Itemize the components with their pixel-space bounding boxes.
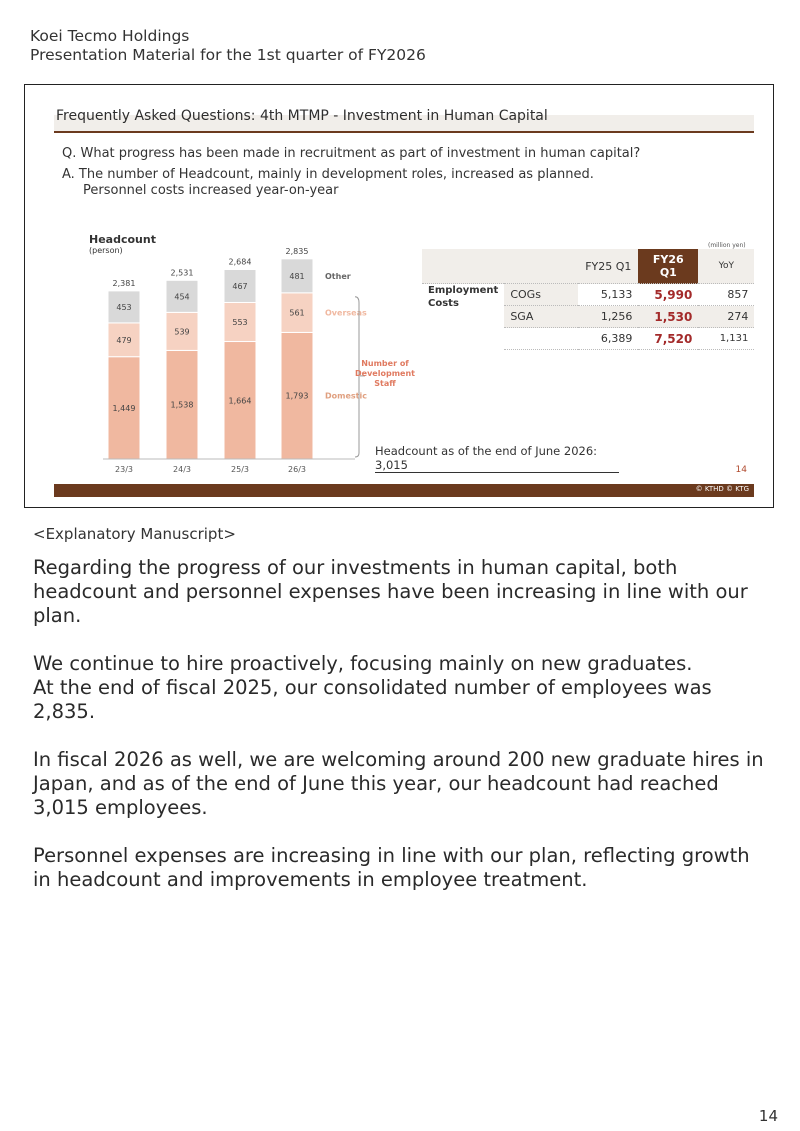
cell-fy26: 1,530 [638,306,698,328]
chart-title: Headcount [89,233,156,246]
bracket-label: Number of [361,358,409,368]
bar-value-label: 1,793 [285,391,309,401]
slide-frame [24,84,774,508]
cell-fy26: 5,990 [638,284,698,306]
series-label-overseas: Overseas [325,308,367,318]
series-label-domestic: Domestic [325,391,367,401]
bar-value-label: 454 [174,292,190,302]
x-tick-label: 23/3 [115,465,133,474]
bar-value-label: 481 [289,271,305,281]
cell-yoy: 1,131 [698,328,754,350]
group-label: Employment Costs [428,285,499,309]
row-label: SGA [504,306,578,328]
x-tick-label: 24/3 [173,465,191,474]
manuscript-heading: <Explanatory Manuscript> [33,525,236,543]
bar-value-label: 553 [232,318,248,328]
answer-text-2: Personnel costs increased year-on-year [83,183,339,198]
col-fy25: FY25 Q1 [578,249,638,284]
table-unit: (million yen) [708,242,746,249]
manuscript-paragraph: In fiscal 2026 as well, we are welcoming around 200 new graduate hires in Japan, and as of the end of June this year, our headcount had reached 3,015 employees. [33,748,764,819]
bracket-label: Development [355,368,415,378]
x-tick-label: 26/3 [288,465,306,474]
bar-value-label: 467 [232,281,248,291]
employment-costs-table [422,249,754,350]
document-header [30,27,426,65]
cell-yoy: 274 [698,306,754,328]
total-label: 2,531 [170,268,194,278]
col-fy26: FY26 Q1 [638,249,698,284]
bar-value-label: 453 [116,302,132,312]
x-tick-label: 25/3 [231,465,249,474]
series-label-other: Other [325,271,351,281]
slide-number: 14 [735,465,747,475]
total-label: 2,684 [228,257,252,267]
bar-value-label: 1,664 [228,396,252,406]
cell-fy26: 7,520 [638,328,698,350]
document-subtitle: Presentation Material for the 1st quarter of FY2026 [30,46,426,64]
col-yoy: YoY [698,249,754,284]
row-label [504,328,578,350]
total-label: 2,835 [285,246,309,256]
bar-value-label: 561 [289,308,305,318]
total-label: 2,381 [112,278,136,288]
table-row [422,328,754,350]
manuscript-paragraph: Regarding the progress of our investments in human capital, both headcount and personnel expenses have been increasing in line with our plan. [33,556,748,627]
page-number: 14 [758,1107,778,1125]
bar-value-label: 1,449 [112,403,136,413]
question-text: Q. What progress has been made in recruitment as part of investment in human capital? [62,146,641,161]
chart-subtitle: (person) [89,246,123,255]
cell-fy25: 1,256 [578,306,638,328]
footer-bar [54,484,754,497]
table-row [422,284,754,306]
cell-fy25: 6,389 [578,328,638,350]
headcount-note: Headcount as of the end of June 2026: 3,015 [375,444,619,473]
manuscript-paragraph: We continue to hire proactively, focusing mainly on new graduates. At the end of fiscal 2025, our consolidated number of employees was 2,835. [33,652,712,723]
bracket-label: Staff [374,378,396,388]
row-label: COGs [504,284,578,306]
company-name: Koei Tecmo Holdings [30,27,190,45]
cell-yoy: 857 [698,284,754,306]
manuscript-paragraph: Personnel expenses are increasing in line with our plan, reflecting growth in headcount and improvements in employee treatment. [33,844,750,891]
answer-text: A. The number of Headcount, mainly in development roles, increased as planned. [62,167,594,182]
bar-value-label: 479 [116,335,132,345]
copyright: © KTHD © KTG [695,485,749,493]
bar-value-label: 539 [174,327,190,337]
manuscript-body [33,556,773,916]
bar-value-label: 1,538 [170,400,194,410]
table-header-row [422,249,754,284]
cell-fy25: 5,133 [578,284,638,306]
slide-title: Frequently Asked Questions: 4th MTMP - Investment in Human Capital [56,108,548,124]
